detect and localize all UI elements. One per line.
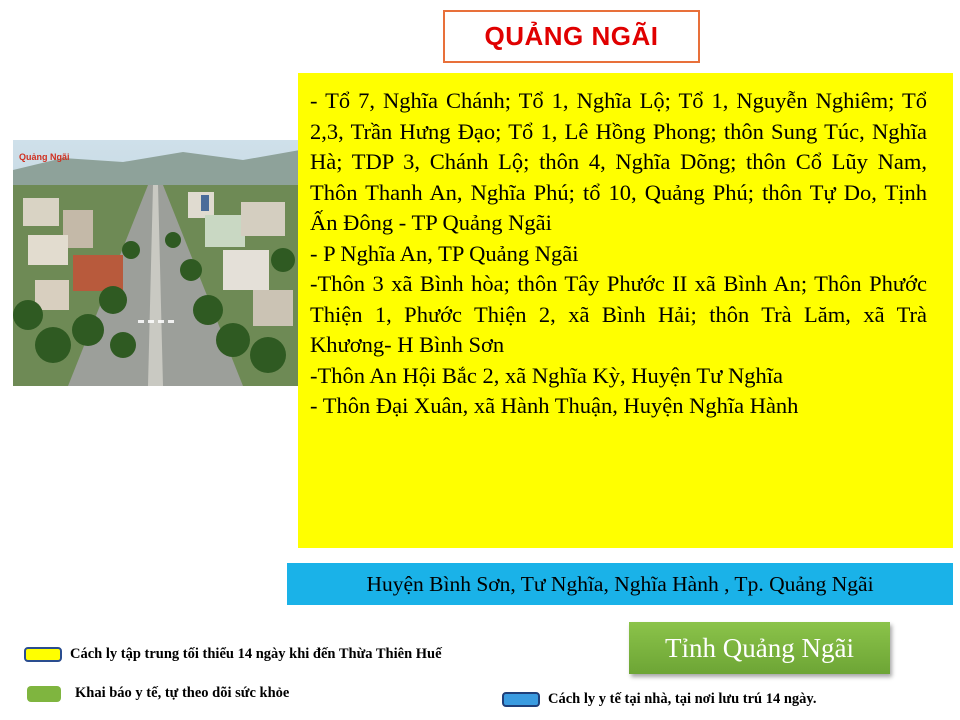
legend-label: Cách ly y tế tại nhà, tại nơi lưu trú 14 ngày. <box>548 691 817 707</box>
blue-swatch <box>502 692 540 707</box>
location-line: - Tổ 7, Nghĩa Chánh; Tổ 1, Nghĩa Lộ; Tổ 1, Nguyễn Nghiêm; Tổ 2,3, Trần Hưng Đạo; Tổ 1, Lê Hồng Phong; thôn Sung Túc, Nghĩa Hà; TDP 3, Chánh Lộ; thôn 4, Nghĩa Dõng; thôn Cổ Lũy Nam, Thôn Thanh An, Nghĩa Phú; tổ 10, Quảng Phú; thôn Tự Do, Tịnh Ấn Đông - TP Quảng Ngãi <box>310 88 927 235</box>
city-aerial-photo <box>13 140 300 386</box>
location-line: -Thôn An Hội Bắc 2, xã Nghĩa Kỳ, Huyện Tư Nghĩa <box>310 362 783 388</box>
legend-item-green <box>27 685 289 702</box>
location-line: -Thôn 3 xã Bình hòa; thôn Tây Phước II xã Bình An; Thôn Phước Thiện 1, Phước Thiện 2, xã Bình Hải; thôn Trà Lăm, xã Trà Khương- H Bình Sơn <box>310 271 927 357</box>
legend-label: Khai báo y tế, tự theo dõi sức khỏe <box>75 685 290 701</box>
photo-logo: Quảng Ngãi <box>19 152 70 162</box>
province-button-label: Tỉnh Quảng Ngãi <box>665 632 854 663</box>
districts-box <box>287 563 953 605</box>
legend-item-blue <box>502 691 817 708</box>
page-title: QUẢNG NGÃI <box>484 21 659 51</box>
green-swatch <box>27 686 61 702</box>
legend-item-yellow <box>24 646 442 663</box>
title-box <box>443 10 700 63</box>
province-button[interactable] <box>629 622 890 674</box>
location-line: - Thôn Đại Xuân, xã Hành Thuận, Huyện Nghĩa Hành <box>310 393 799 418</box>
districts-text: Huyện Bình Sơn, Tư Nghĩa, Nghĩa Hành , Tp. Quảng Ngãi <box>366 571 874 596</box>
yellow-swatch <box>24 647 62 662</box>
legend-label: Cách ly tập trung tối thiểu 14 ngày khi đến Thừa Thiên Huế <box>70 646 442 662</box>
affected-locations-box <box>298 73 953 548</box>
location-line: - P Nghĩa An, TP Quảng Ngãi <box>310 240 579 266</box>
